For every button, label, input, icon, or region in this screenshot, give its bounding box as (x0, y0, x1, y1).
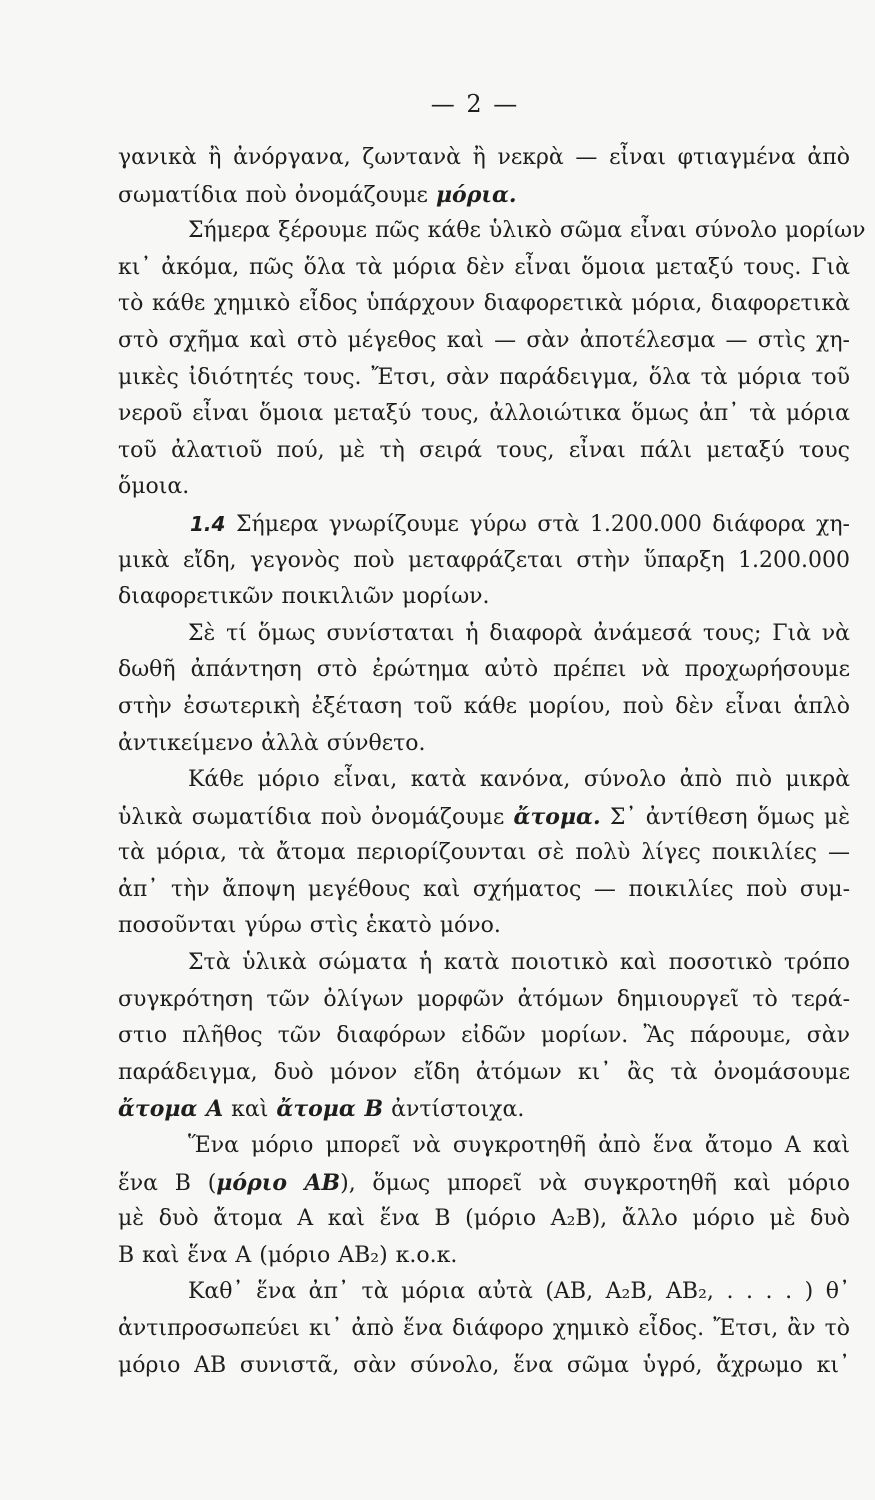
text-line: διαφορετικῶν ποικιλιῶν μορίων. (118, 584, 490, 610)
text-line: στὴν ἐσωτερικὴ ἐξέταση τοῦ κάθε μορίου, ποὺ δὲν εἶναι ἁπλὸ (118, 693, 850, 719)
text-line: Στὰ ὑλικὰ σώματα ἡ κατὰ ποιοτικὸ καὶ ποσοτικὸ τρόπο (188, 950, 850, 976)
text-line: στιο πλῆθος τῶν διαφόρων εἰδῶν μορίων. Ἂς πάρουμε, σὰν (118, 1023, 850, 1049)
text-line: συγκρότηση τῶν ὀλίγων μορφῶν ἀτόμων δημιουργεῖ τὸ τερά- (118, 986, 850, 1012)
text-line: μικὰ εἴδη, γεγονὸς ποὺ μεταφράζεται στὴν ὕπαρξη 1.200.000 (118, 547, 850, 573)
text-line: ὑλικὰ σωματίδια ποὺ ὀνομάζουμε ἄτομα. Σ᾽ ἀντίθεση ὅμως μὲ (118, 803, 850, 830)
text-line: Καθ᾽ ἕνα ἀπ᾽ τὰ μόρια αὐτὰ (AB, A₂B, AB₂, . . . . ) θ᾽ (188, 1279, 850, 1305)
text-line: ἀντικείμενο ἀλλὰ σύνθετο. (118, 730, 426, 756)
text-line: Ἕνα μόριο μπορεῖ νὰ συγκροτηθῆ ἀπὸ ἕνα ἄτομο A καὶ (188, 1133, 850, 1159)
text-line: μικὲς ἰδιότητές τους. Ἔτσι, σὰν παράδειγμα, ὅλα τὰ μόρια τοῦ (118, 364, 850, 390)
page-number: — 2 — (430, 90, 520, 118)
text-line: ἀντιπροσωπεύει κι᾽ ἀπὸ ἕνα διάφορο χημικὸ εἶδος. Ἔτσι, ἂν τὸ (118, 1316, 850, 1341)
text-line: ποσοῦνται γύρω στὶς ἑκατὸ μόνο. (118, 913, 501, 939)
text-line: τὸ κάθε χημικὸ εἶδος ὑπάρχουν διαφορετικὰ μόρια, διαφορετικὰ (118, 291, 850, 317)
text-line: μὲ δυὸ ἄτομα A καὶ ἕνα B (μόριο A₂B), ἄλλο μόριο μὲ δυὸ (118, 1206, 850, 1232)
text-line: Σὲ τί ὅμως συνίσταται ἡ διαφορὰ ἀνάμεσά τους; Γιὰ νὰ (188, 620, 850, 646)
text-line: ἀπ᾽ τὴν ἄποψη μεγέθους καὶ σχήματος — ποικιλίες ποὺ συμ- (118, 876, 850, 902)
text-line: μόριο AB συνιστᾶ, σὰν σύνολο, ἕνα σῶμα ὑγρό, ἄχρωμο κι᾽ (118, 1352, 850, 1378)
text-line: τὰ μόρια, τὰ ἄτομα περιορίζουνται σὲ πολὺ λίγες ποικιλίες — (118, 840, 850, 866)
emphasis-term: ἄτομα. (513, 803, 601, 830)
emphasis-term: μόρια. (435, 181, 517, 208)
emphasis-term: μόριο AB (216, 1169, 341, 1196)
text-line: κι᾽ ἀκόμα, πῶς ὅλα τὰ μόρια δὲν εἶναι ὅμοια μεταξύ τους. Γιὰ (118, 254, 850, 280)
text-line: δωθῆ ἀπάντηση στὸ ἐρώτημα αὐτὸ πρέπει νὰ προχωρήσουμε (118, 657, 850, 683)
section-number: 1.4 (190, 511, 226, 536)
text-line: τοῦ ἀλατιοῦ πού, μὲ τὴ σειρά τους, εἶναι πάλι μεταξύ τους (118, 437, 850, 463)
text-line: Κάθε μόριο εἶναι, κατὰ κανόνα, σύνολο ἀπὸ πιὸ μικρὰ (188, 767, 850, 793)
text-line: ἕνα B (μόριο AB), ὅμως μπορεῖ νὰ συγκροτηθῆ καὶ μόριο (118, 1169, 850, 1196)
emphasis-term: ἄτομα B (276, 1096, 384, 1123)
section-heading-line: 1.4 Σήμερα γνωρίζουμε γύρω στὰ 1.200.000 διάφορα χη- (190, 511, 850, 537)
text-line: ὅμοια. (118, 474, 190, 500)
text-line: B καὶ ἕνα A (μόριο AB₂) κ.ο.κ. (118, 1242, 458, 1268)
text-line: σωματίδια ποὺ ὀνομάζουμε μόρια. (118, 181, 517, 208)
text-line: νεροῦ εἶναι ὅμοια μεταξύ τους, ἀλλοιώτικα ὅμως ἀπ᾽ τὰ μόρια (118, 401, 850, 427)
text-line: παράδειγμα, δυὸ μόνον εἴδη ἀτόμων κι᾽ ἂς τὰ ὀνομάσουμε (118, 1059, 850, 1085)
emphasis-term: ἄτομα A (118, 1096, 224, 1123)
text-line: στὸ σχῆμα καὶ στὸ μέγεθος καὶ — σὰν ἀποτέλεσμα — στὶς χη- (118, 327, 850, 353)
text-line: γανικὰ ἢ ἀνόργανα, ζωντανὰ ἢ νεκρὰ — εἶναι φτιαγμένα ἀπὸ (118, 145, 850, 170)
text-line: Σήμερα ξέρουμε πῶς κάθε ὑλικὸ σῶμα εἶναι σύνολο μορίων (188, 218, 866, 244)
text-line: ἄτομα A καὶ ἄτομα B ἀντίστοιχα. (118, 1096, 525, 1123)
body-text (118, 140, 866, 1384)
